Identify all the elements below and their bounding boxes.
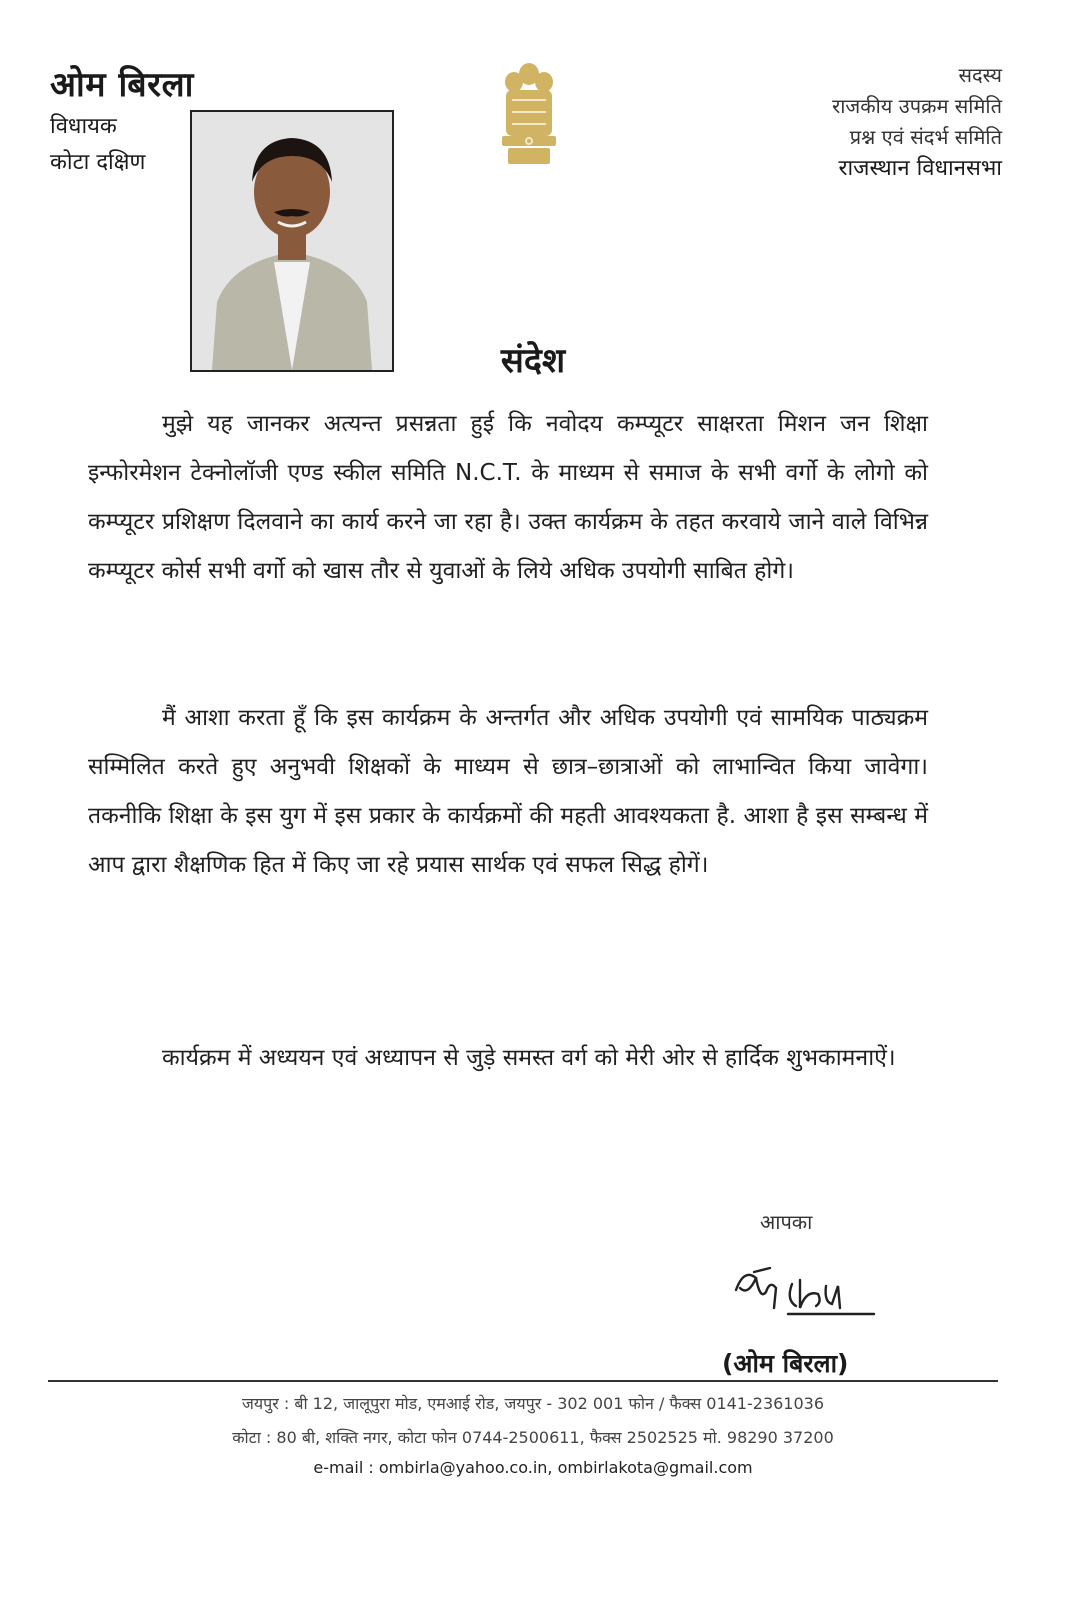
paragraph-3: [88, 1034, 928, 1083]
footer-divider: [48, 1380, 998, 1382]
paragraph-text: मुझे यह जानकर अत्यन्त प्रसन्नता हुई कि नवोदय कम्प्यूटर साक्षरता मिशन जन शिक्षा इन्फोरमेशन टेक्नोलॉजी एण्ड स्कील समिति N.C.T. के माध्यम से समाज के सभी वर्गो के लोगो को कम्प्यूटर प्रशिक्षण दिलवाने का कार्य करने जा रहा है। उक्त कार्यक्रम के तहत करवाये जाने वाले विभिन्न कम्प्यूटर कोर्स सभी वर्गो को खास तौर से युवाओं के लिये अधिक उपयोगी साबित होगे।: [88, 411, 928, 584]
footer-kota-address: कोटा : 80 बी, शक्ति नगर, कोटा फोन 0744-2500611, फैक्स 2502525 मो. 98290 37200: [232, 1428, 834, 1447]
committee-membership: [832, 60, 1002, 184]
committee-line: प्रश्न एवं संदर्भ समिति: [849, 125, 1002, 149]
signer-name: (ओम बिरला): [722, 1349, 849, 1378]
paragraph-2: [88, 694, 928, 890]
signature-icon: [726, 1250, 886, 1340]
member-line: सदस्य: [958, 63, 1002, 87]
committee-line: राजकीय उपक्रम समिति: [832, 94, 1002, 118]
portrait-illustration: [192, 112, 392, 370]
paragraph-text: कार्यक्रम में अध्ययन एवं अध्यापन से जुड़े समस्त वर्ग को मेरी ओर से हार्दिक शुभकामनाऐं।: [162, 1045, 896, 1071]
paragraph-text: मैं आशा करता हूँ कि इस कार्यक्रम के अन्तर्गत और अधिक उपयोगी एवं सामयिक पाठ्यक्रम सम्मिलित करते हुए अनुभवी शिक्षकों के माध्यम से छात्र–छात्राओं को लाभान्वित किया जावेगा। तकनीकि शिक्षा के इस युग में इस प्रकार के कार्यक्रमों की महती आवश्यकता है. आशा है इस सम्बन्ध में आप द्वारा शैक्षणिक हित में किए जा रहे प्रयास सार्थक एवं सफल सिद्ध होगें।: [88, 705, 928, 878]
emblem-icon: [498, 60, 560, 170]
footer-email: e-mail : ombirla@yahoo.co.in, ombirlakota@gmail.com: [313, 1458, 753, 1477]
constituency: कोटा दक्षिण: [50, 150, 146, 175]
footer-jaipur-address: जयपुर : बी 12, जालूपुरा मोड, एमआई रोड, जयपुर - 302 001 फोन / फैक्स 0141-2361036: [241, 1394, 825, 1413]
paragraph-1: [88, 400, 928, 596]
designation: विधायक: [50, 114, 117, 139]
closing-salutation: आपका: [760, 1210, 813, 1234]
assembly-line: राजस्थान विधानसभा: [838, 156, 1002, 181]
portrait-photo: [190, 110, 394, 372]
national-emblem: [498, 60, 560, 170]
message-title: संदेश: [500, 341, 566, 381]
handwritten-signature: [726, 1250, 886, 1340]
letterhead-name: ओम बिरला: [50, 65, 194, 105]
